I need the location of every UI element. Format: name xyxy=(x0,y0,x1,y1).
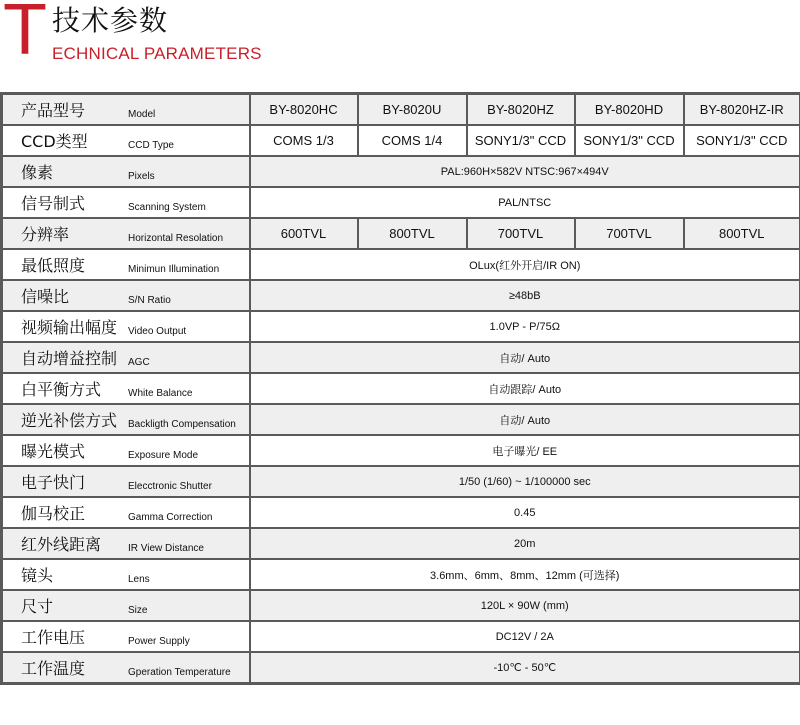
spec-value-cell: 自动/ Auto xyxy=(250,404,800,435)
spec-label-chinese: 最低照度 xyxy=(21,255,86,275)
spec-value-cell: 20m xyxy=(250,528,800,559)
spec-label-chinese: CCD类型 xyxy=(21,131,88,151)
spec-row xyxy=(2,528,800,559)
spec-value-cell: COMS 1/4 xyxy=(358,125,467,156)
spec-value-cell: 电子曝光/ EE xyxy=(250,435,800,466)
spec-value-cell: 0.45 xyxy=(250,497,800,528)
spec-value-cell: 1/50 (1/60) ~ 1/100000 sec xyxy=(250,466,800,497)
spec-value-cell: BY-8020HZ-IR xyxy=(684,94,800,126)
spec-label-chinese: 工作温度 xyxy=(21,658,86,678)
spec-row xyxy=(2,187,800,218)
spec-label-chinese: 分辨率 xyxy=(21,224,70,244)
spec-label-chinese: 镜头 xyxy=(21,565,54,585)
spec-label-chinese: 曝光模式 xyxy=(21,441,86,461)
spec-value-cell: 800TVL xyxy=(684,218,800,249)
spec-label-english: Minimun Illumination xyxy=(128,263,220,275)
spec-row xyxy=(2,559,800,590)
spec-label-chinese: 伽马校正 xyxy=(21,503,86,523)
spec-label-english: Lens xyxy=(128,573,150,585)
spec-label-cell xyxy=(2,528,250,559)
spec-label-chinese: 产品型号 xyxy=(21,100,86,120)
spec-row xyxy=(2,156,800,187)
spec-value-cell: 800TVL xyxy=(358,218,467,249)
spec-value-cell: DC12V / 2A xyxy=(250,621,800,652)
spec-value-cell: 自动跟踪/ Auto xyxy=(250,373,800,404)
spec-label-english: Model xyxy=(128,108,156,120)
spec-label-cell xyxy=(2,342,250,373)
spec-label-cell xyxy=(2,404,250,435)
specifications-table xyxy=(0,92,800,685)
spec-label-english: Power Supply xyxy=(128,635,190,647)
spec-label-cell xyxy=(2,497,250,528)
spec-label-cell xyxy=(2,218,250,249)
spec-label-cell xyxy=(2,466,250,497)
page-title-chinese: 技术参数 xyxy=(52,4,169,37)
spec-label-chinese: 信号制式 xyxy=(21,193,86,213)
spec-row xyxy=(2,311,800,342)
spec-label-english: S/N Ratio xyxy=(128,294,171,306)
spec-label-chinese: 自动增益控制 xyxy=(21,348,118,368)
spec-label-english: Pixels xyxy=(128,170,155,182)
spec-label-cell xyxy=(2,621,250,652)
spec-row xyxy=(2,621,800,652)
spec-label-english: Horizontal Resolation xyxy=(128,232,224,244)
spec-value-cell: OLux(红外开启/IR ON) xyxy=(250,249,800,280)
spec-label-english: Gamma Correction xyxy=(128,511,213,523)
spec-label-english: Exposure Mode xyxy=(128,449,199,461)
spec-label-chinese: 逆光补偿方式 xyxy=(21,410,118,430)
spec-label-english: Gperation Temperature xyxy=(128,666,231,678)
spec-row xyxy=(2,590,800,621)
spec-value-cell: 600TVL xyxy=(250,218,358,249)
spec-label-english: Elecctronic Shutter xyxy=(128,480,212,492)
spec-row xyxy=(2,94,800,126)
spec-label-cell xyxy=(2,249,250,280)
spec-label-chinese: 工作电压 xyxy=(21,627,86,647)
spec-label-cell xyxy=(2,311,250,342)
spec-value-cell: PAL/NTSC xyxy=(250,187,800,218)
spec-label-chinese: 像素 xyxy=(21,162,54,182)
spec-label-cell xyxy=(2,590,250,621)
spec-row xyxy=(2,466,800,497)
spec-value-cell: SONY1/3" CCD xyxy=(467,125,575,156)
page-title-english: ECHNICAL PARAMETERS xyxy=(52,44,262,63)
spec-value-cell: BY-8020HD xyxy=(575,94,684,126)
spec-label-english: White Balance xyxy=(128,387,193,399)
spec-label-chinese: 信噪比 xyxy=(21,286,70,306)
spec-value-cell: BY-8020HC xyxy=(250,94,358,126)
spec-row xyxy=(2,342,800,373)
spec-value-cell: 3.6mm、6mm、8mm、12mm (可选择) xyxy=(250,559,800,590)
spec-label-english: AGC xyxy=(128,356,150,368)
title-initial-letter: T xyxy=(3,0,47,70)
spec-row xyxy=(2,280,800,311)
spec-row xyxy=(2,404,800,435)
spec-value-cell: ≥48bB xyxy=(250,280,800,311)
spec-value-cell: 700TVL xyxy=(575,218,684,249)
spec-label-english: CCD Type xyxy=(128,139,174,151)
spec-value-cell: 120L × 90W (mm) xyxy=(250,590,800,621)
spec-value-cell: 自动/ Auto xyxy=(250,342,800,373)
spec-label-chinese: 视频输出幅度 xyxy=(21,317,118,337)
spec-label-cell xyxy=(2,435,250,466)
spec-row xyxy=(2,652,800,684)
spec-label-chinese: 尺寸 xyxy=(21,596,54,616)
spec-value-cell: PAL:960H×582V NTSC:967×494V xyxy=(250,156,800,187)
spec-label-cell xyxy=(2,94,250,126)
spec-value-cell: -10℃ - 50℃ xyxy=(250,652,800,684)
spec-row xyxy=(2,125,800,156)
spec-value-cell: 1.0VP - P/75Ω xyxy=(250,311,800,342)
spec-label-english: IR View Distance xyxy=(128,542,204,554)
spec-label-english: Backligth Compensation xyxy=(128,418,236,430)
spec-label-cell xyxy=(2,652,250,684)
spec-row xyxy=(2,218,800,249)
spec-row xyxy=(2,497,800,528)
spec-label-cell xyxy=(2,187,250,218)
spec-value-cell: COMS 1/3 xyxy=(250,125,358,156)
spec-value-cell: SONY1/3" CCD xyxy=(575,125,684,156)
spec-label-english: Scanning System xyxy=(128,201,206,213)
spec-label-cell xyxy=(2,373,250,404)
spec-value-cell: BY-8020U xyxy=(358,94,467,126)
spec-label-cell xyxy=(2,280,250,311)
spec-label-chinese: 红外线距离 xyxy=(21,534,102,554)
spec-value-cell: 700TVL xyxy=(467,218,575,249)
spec-value-cell: BY-8020HZ xyxy=(467,94,575,126)
spec-label-chinese: 电子快门 xyxy=(21,472,86,492)
spec-label-cell xyxy=(2,559,250,590)
spec-row xyxy=(2,373,800,404)
page-header xyxy=(0,0,800,90)
spec-row xyxy=(2,249,800,280)
spec-label-chinese: 白平衡方式 xyxy=(21,379,102,399)
spec-value-cell: SONY1/3" CCD xyxy=(684,125,800,156)
spec-row xyxy=(2,435,800,466)
spec-label-cell xyxy=(2,125,250,156)
spec-label-cell xyxy=(2,156,250,187)
spec-label-english: Size xyxy=(128,604,148,616)
spec-label-english: Video Output xyxy=(128,325,187,337)
